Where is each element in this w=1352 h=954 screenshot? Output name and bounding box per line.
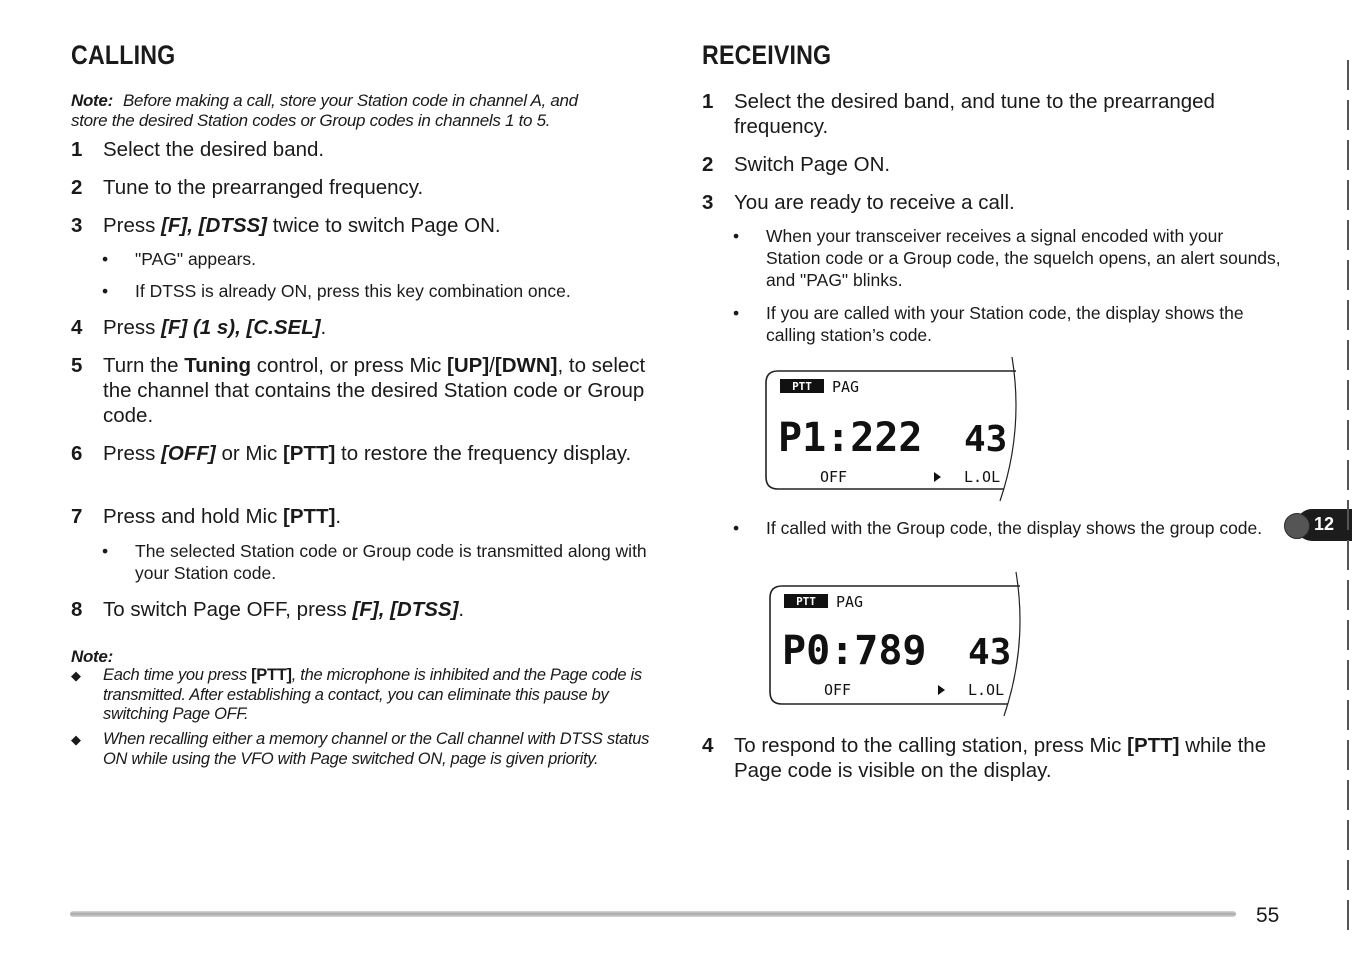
step-text: Tune to the prearranged frequency. xyxy=(103,176,424,199)
step-number: 1 xyxy=(71,138,83,161)
edge-mark xyxy=(1347,780,1349,810)
pag-indicator: PAG xyxy=(836,593,864,611)
edge-mark xyxy=(1347,660,1349,690)
calling-note xyxy=(71,91,578,111)
step-number: 2 xyxy=(71,176,83,199)
edge-mark xyxy=(1347,340,1349,370)
footer-rule xyxy=(70,911,1236,917)
lcd-display-station-code xyxy=(764,355,1024,505)
step-number: 5 xyxy=(71,354,83,377)
edge-mark xyxy=(1347,540,1349,570)
calling-heading: CALLING xyxy=(71,40,176,70)
edge-mark xyxy=(1347,260,1349,290)
edge-mark xyxy=(1347,140,1349,170)
edge-mark xyxy=(1347,60,1349,90)
chapter-number: 12 xyxy=(1314,514,1335,534)
step-text: Press [F] (1 s), [C.SEL]. xyxy=(103,316,327,339)
lo-indicator: L.OL xyxy=(964,468,1001,486)
step-text: Press and hold Mic [PTT]. xyxy=(103,505,342,528)
page-edge-marks xyxy=(1347,60,1350,940)
page-number: 55 xyxy=(1256,904,1280,927)
note-label: Note: xyxy=(71,91,113,110)
lcd-display-group-code xyxy=(768,570,1028,720)
edge-mark xyxy=(1347,420,1349,450)
play-icon xyxy=(934,472,941,482)
edge-mark xyxy=(1347,300,1349,330)
edge-mark xyxy=(1347,740,1349,770)
receiving-heading: RECEIVING xyxy=(702,40,832,70)
edge-mark xyxy=(1347,220,1349,250)
step-text: Switch Page ON. xyxy=(734,153,891,176)
step-text: Select the desired band. xyxy=(103,138,325,161)
step-number: 8 xyxy=(71,598,83,621)
off-indicator: OFF xyxy=(820,468,848,486)
play-icon xyxy=(938,685,945,695)
lo-indicator: L.OL xyxy=(968,681,1005,699)
step-number: 6 xyxy=(71,442,83,465)
edge-mark xyxy=(1347,860,1349,890)
off-indicator: OFF xyxy=(824,681,852,699)
step-number: 1 xyxy=(702,90,714,113)
edge-mark xyxy=(1347,180,1349,210)
edge-mark xyxy=(1347,620,1349,650)
calling-note2-label: Note: xyxy=(71,647,113,666)
edge-mark xyxy=(1347,380,1349,410)
edge-mark xyxy=(1347,100,1349,130)
page-code-readout: P1:222 xyxy=(778,415,923,461)
step-text: Press [F], [DTSS] twice to switch Page ON. xyxy=(103,214,501,237)
edge-mark xyxy=(1347,460,1349,490)
key-label: [F], [DTSS] xyxy=(161,214,268,237)
ptt-indicator-text: PTT xyxy=(796,595,816,608)
chapter-tab-circle xyxy=(1284,513,1310,539)
step-number: 3 xyxy=(71,214,83,237)
edge-mark xyxy=(1347,700,1349,730)
step-text: Press [OFF] or Mic [PTT] to restore the frequency display. xyxy=(103,442,632,465)
step-number: 4 xyxy=(702,734,714,757)
ptt-indicator-text: PTT xyxy=(792,380,812,393)
pag-indicator: PAG xyxy=(832,378,860,396)
edge-mark xyxy=(1347,820,1349,850)
step-number: 4 xyxy=(71,316,83,339)
channel-readout: 43 xyxy=(964,419,1008,460)
step-text: You are ready to receive a call. xyxy=(734,191,1015,214)
step-text: Select the desired band, and tune to the prearranged frequency. xyxy=(734,90,1215,138)
edge-mark xyxy=(1347,900,1349,930)
step-number: 2 xyxy=(702,153,714,176)
step-text: To respond to the calling station, press Mic [PTT] while the Page code is visible on the display. xyxy=(734,734,1267,782)
step-number: 3 xyxy=(702,191,714,214)
page-code-readout: P0:789 xyxy=(782,628,927,674)
step-number: 7 xyxy=(71,505,83,528)
edge-mark xyxy=(1347,500,1349,530)
key-label: [F] (1 s), [C.SEL] xyxy=(161,316,321,339)
channel-readout: 43 xyxy=(968,632,1012,673)
step-text: To switch Page OFF, press [F], [DTSS]. xyxy=(103,598,465,621)
note-text-line2: store the desired Station codes or Group codes in channels 1 to 5. xyxy=(71,111,551,130)
step-text: Turn the Tuning control, or press Mic [UP]/[DWN], to select the channel that contains the desired Station code or Group code. xyxy=(103,354,646,427)
note-text-line1: Before making a call, store your Station code in channel A, and xyxy=(122,91,578,110)
edge-mark xyxy=(1347,580,1349,610)
